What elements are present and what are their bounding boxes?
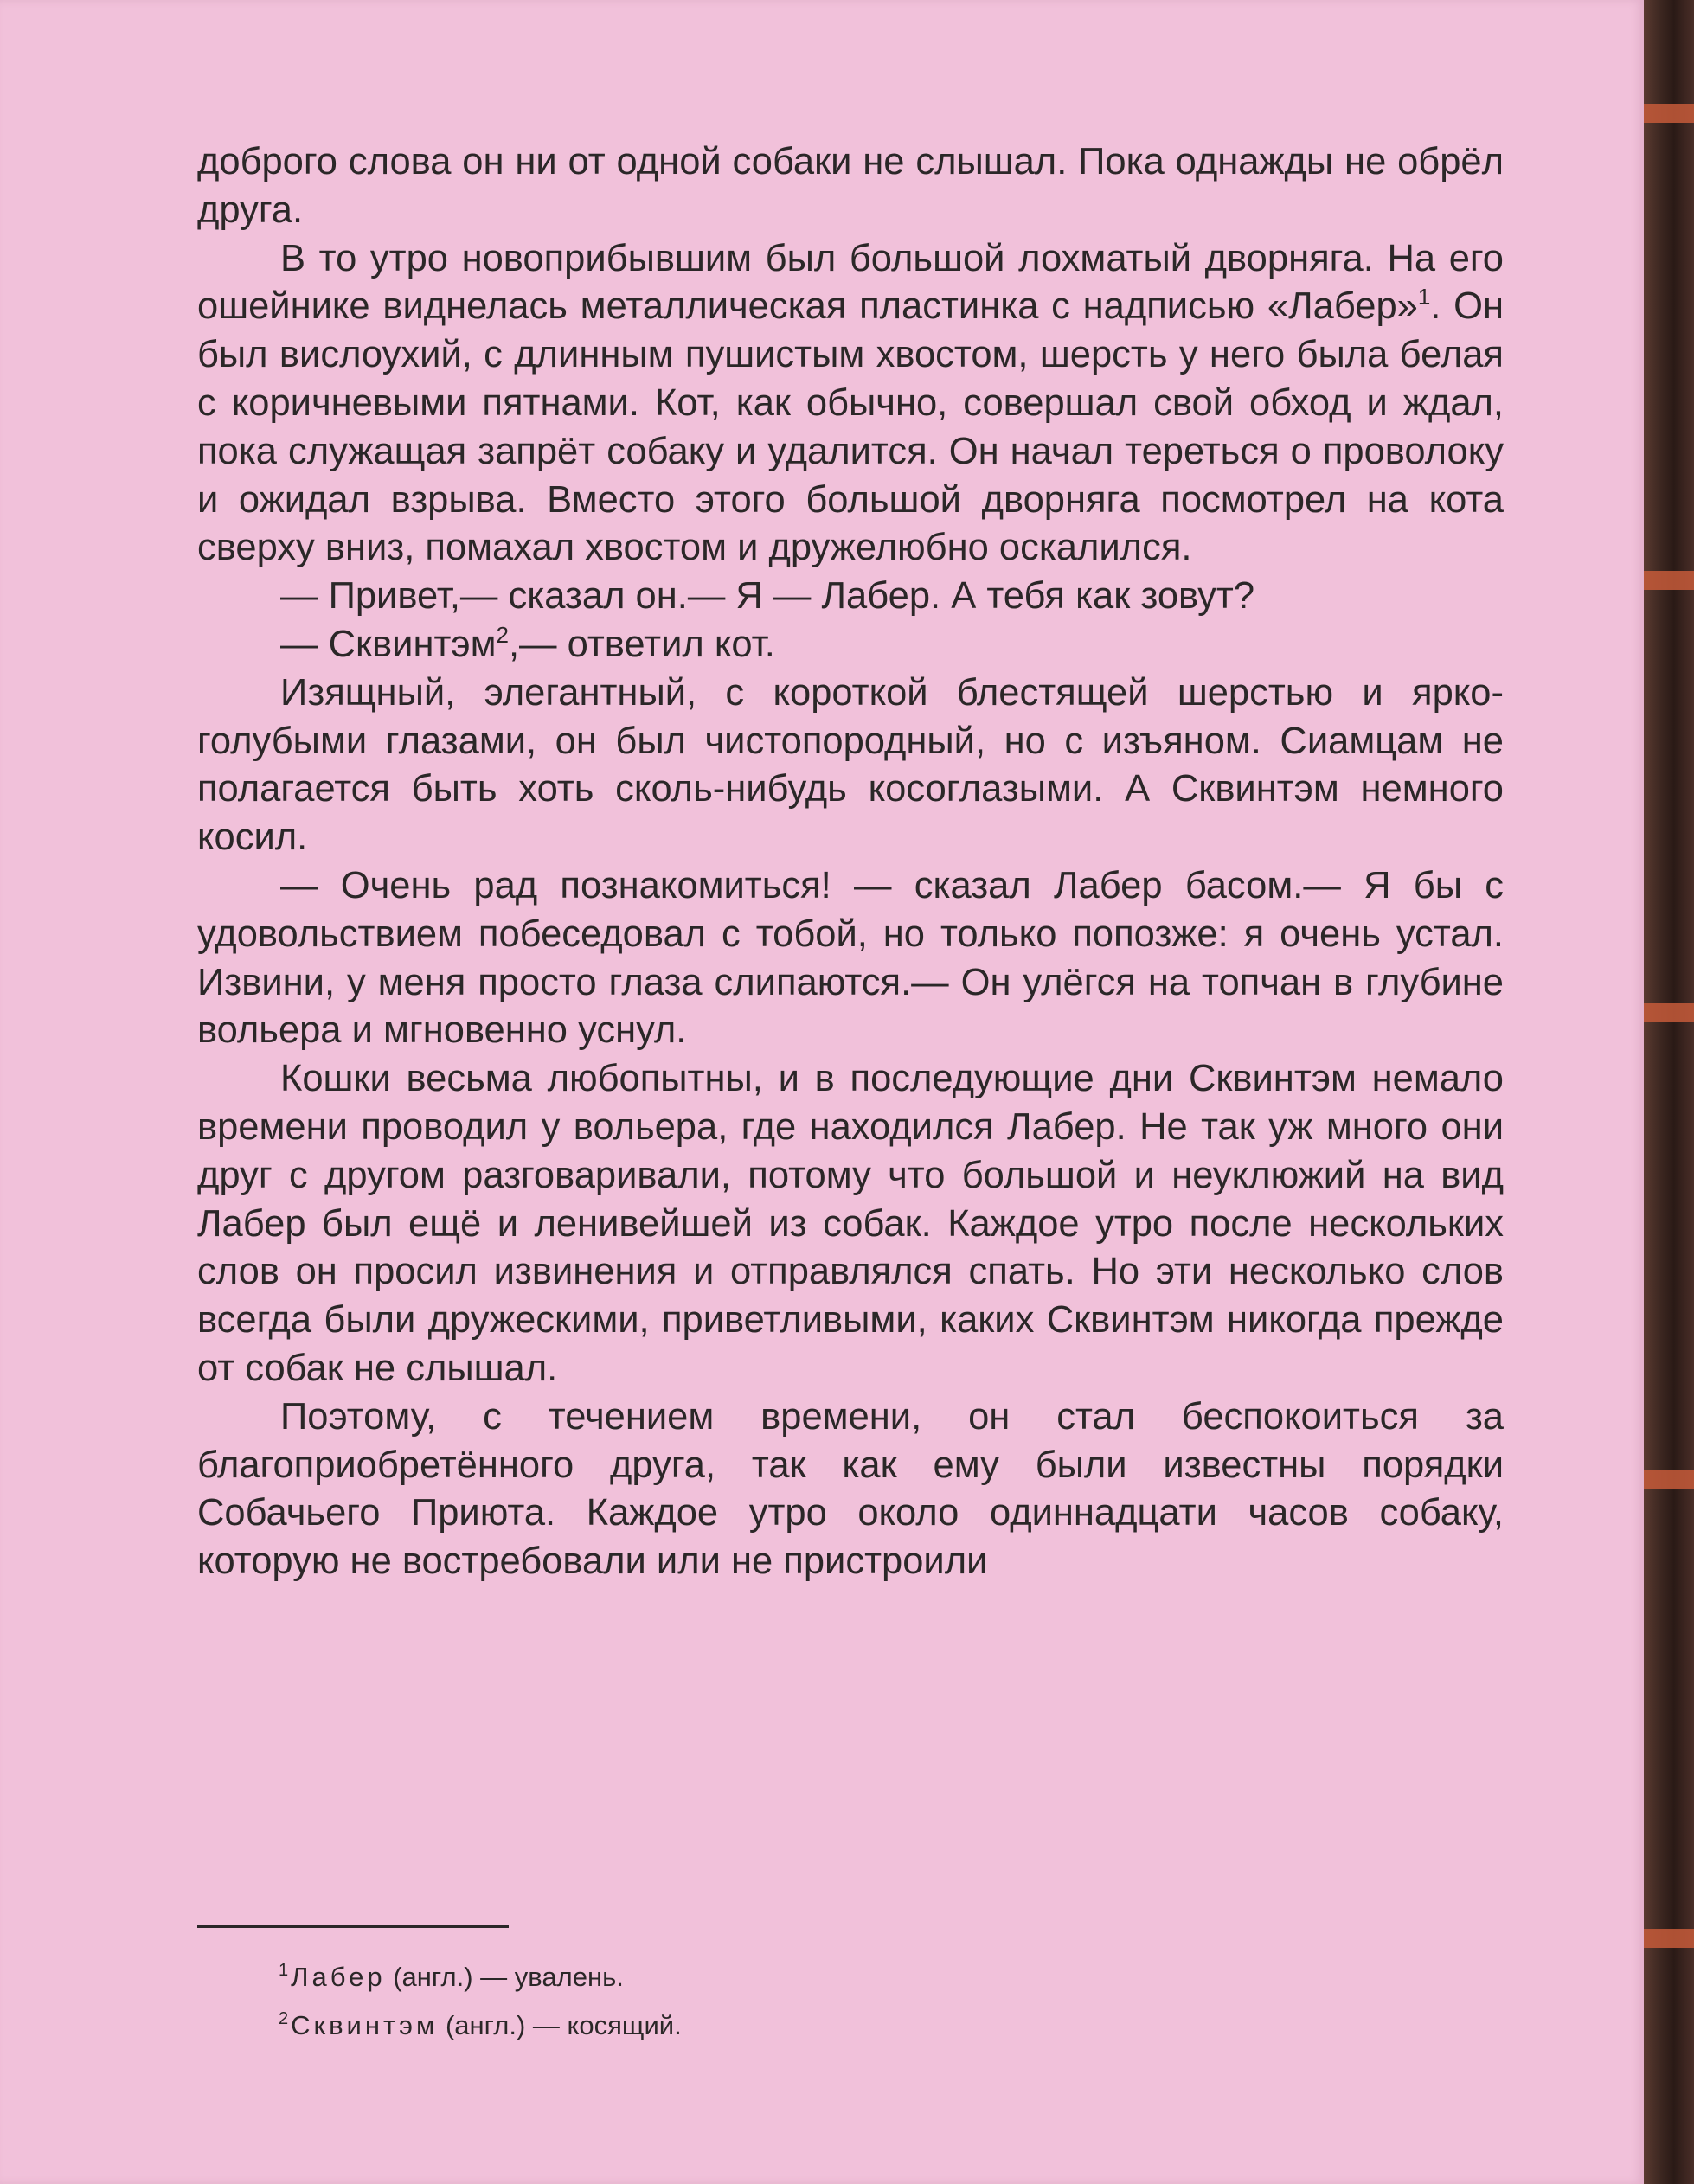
footnote-mark: 1 [1417, 284, 1431, 311]
spine-stripe [1644, 1929, 1694, 1948]
footnote-number: 2 [279, 2009, 289, 2028]
footnote-mark: 2 [496, 621, 509, 648]
footnote-term: Сквинтэм [291, 2010, 439, 2040]
footnote-term: Лабер [291, 1962, 386, 1992]
footnote-text: (англ.) — увалень. [393, 1962, 624, 1992]
footnotes [279, 1950, 1403, 2046]
paragraph [197, 235, 1504, 573]
paragraph-text: . Он был вислоухий, с длинным пушистым хвостом, шерсть у него была белая с коричневыми пятнами. Кот, как обычно, совершал свой обход и ждал, пока служащая запрёт собаку и удалится. Он начал тереться о проволоку и ожидал взрыва. Вместо этого большой дворняга посмотрел на кота сверху вниз, помахал хвостом и дружелюбно оскалился. [197, 285, 1504, 569]
footnote-number: 1 [279, 1961, 289, 1980]
dialog-line: — Привет,— сказал он.— Я — Лабер. А тебя как зовут? [280, 575, 1255, 618]
paragraph: Поэтому, с течением времени, он стал беспокоиться за благоприобретённого друга, так как ему были известны порядки Собачьего Приюта. Каждое утро около одиннадцати часов собаку, которую не востребовали или не пристроили [197, 1395, 1504, 1583]
paragraph: — Очень рад познакомиться! — сказал Лабер басом.— Я бы с удовольствием побеседовал с тобой, но только попозже: я очень устал. Извини, у меня просто глаза слипаются.— Он улёгся на топчан в глубине вольера и мгновенно уснул. [197, 864, 1504, 1052]
spine-stripe [1644, 104, 1694, 123]
paragraph-text: В то утро новоприбывшим был большой лохматый дворняга. На его ошейнике виднелась металлическая пластинка с надписью «Лабер» [197, 237, 1504, 328]
footnote-text: (англ.) — косящий. [445, 2010, 682, 2040]
footnote [279, 1950, 1403, 1998]
spine-stripe [1644, 571, 1694, 590]
spine-stripe [1644, 1470, 1694, 1489]
dialog-text: — Сквинтэм [280, 623, 497, 665]
paragraph: доброго слова он ни от одной собаки не слышал. Пока однажды не обрёл друга. [197, 141, 1504, 231]
paragraph: Кошки весьма любопытны, и в последующие дни Сквинтэм немало времени проводил у вольера, где находился Лабер. Не так уж много они друг с другом разговаривали, потому что большой и неуклюжий на вид Лабер был ещё и ленивейшей из собак. Каждое утро после нескольких слов он просил извинения и отправлялся спать. Но эти несколько слов всегда были дружескими, приветливыми, каких Сквинтэм никогда прежде от собак не слышал. [197, 1058, 1504, 1389]
footnote-divider [197, 1925, 509, 1928]
spine-stripe [1644, 1003, 1694, 1022]
dialog-text: ,— ответил кот. [508, 623, 775, 665]
dialog-line [197, 621, 1504, 669]
footnote [279, 1998, 1403, 2046]
book-spine-edge [1644, 0, 1694, 2184]
main-text [197, 138, 1504, 1586]
paragraph: Изящный, элегантный, с короткой блестящей шерстью и ярко-голубыми глазами, он был чистопородный, но с изъяном. Сиамцам не полагается быть хоть сколь-нибудь косоглазыми. А Сквинтэм немного косил. [197, 671, 1504, 859]
